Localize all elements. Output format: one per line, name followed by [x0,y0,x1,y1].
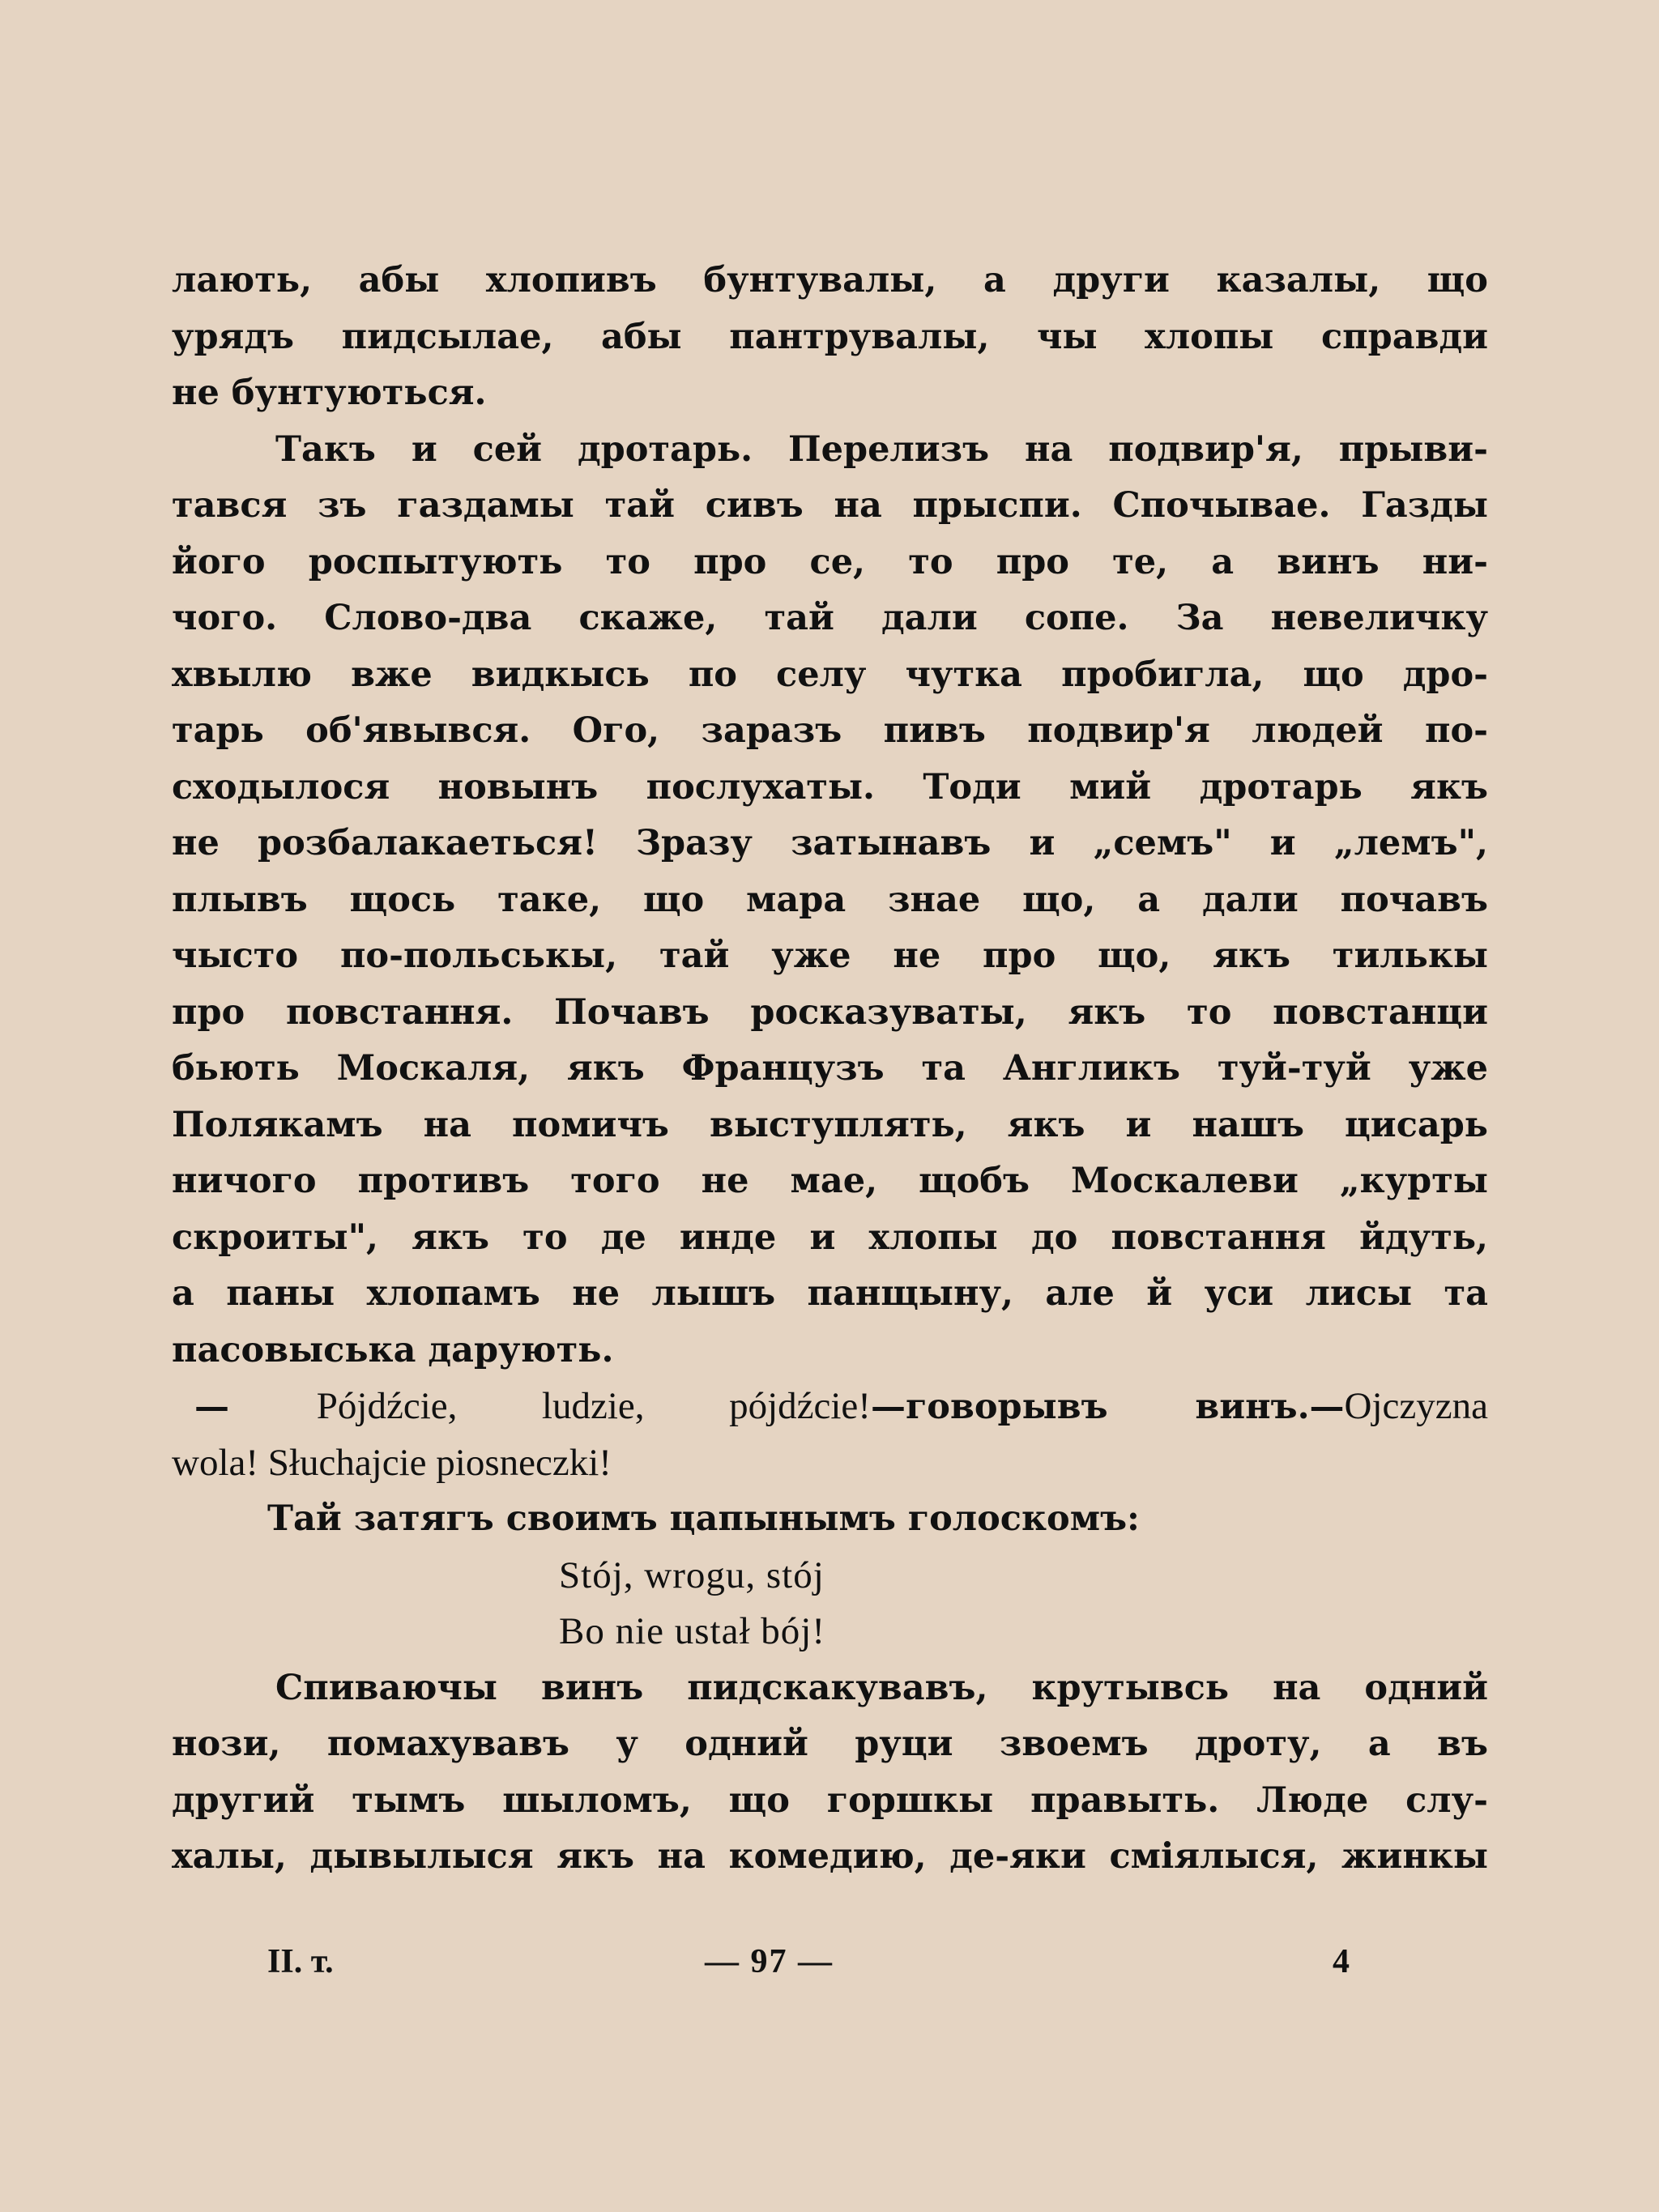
text-line: пасовыська дарують. [172,1329,614,1370]
page-footer [0,1942,1659,1991]
text-line: скроиты", якъ то де инде и хлопы до повстання йдуть, [172,1217,1488,1258]
text-line: нози, помахувавъ у одний руци звоемъ дроту, а въ [172,1724,1488,1764]
text-line: другий тымъ шыломъ, що горшкы правыть. Люде слу- [172,1779,1488,1821]
text-line: плывъ щось таке, що мара знае що, а дали почавъ [172,879,1488,920]
text-line: бьють Москаля, якъ Французъ та Англикъ туй-туй уже [172,1048,1488,1089]
text-line: чого. Слово-два скаже, тай дали сопе. За невеличку [172,598,1488,638]
signature-mark: II. т. [267,1943,334,1980]
main-text [172,253,1488,1886]
text-line: не розбалакаеться! Зразу затынавъ и „семъ" и „лемъ", [172,823,1488,863]
text-line: хвылю вже видкысь по селу чутка пробигла, що дро- [172,654,1488,695]
text-line: не бунтуються. [172,373,487,413]
dialogue-polish-2: Ojczyzna [1344,1385,1488,1427]
text-line: Спиваючы винъ пидскакувавъ, крутывсь на одний [275,1667,1488,1708]
dialogue-line-2: wola! Słuchajcie piosneczki! [172,1441,612,1484]
text-line: Такъ и сей дротарь. Перелизъ на подвир'я, прыви- [275,428,1488,470]
dialogue-line [172,1379,1488,1435]
text-line: про повстання. Почавъ росказуваты, якъ то повстанци [172,991,1488,1033]
text-line: а паны хлопамъ не лышъ панщыну, але й уси лисы та [172,1273,1488,1314]
text-line: Полякамъ на помичъ выступлять, якъ и нашъ цисарь [172,1104,1488,1145]
song-intro: Тай затягъ своимъ цапынымъ голоскомъ: [267,1498,1140,1539]
dialogue-dash: — [194,1387,229,1427]
verse-line: Bo nie ustał bój! [559,1610,825,1652]
text-line: тався зъ газдамы тай сивъ на прыспи. Спочывае. Газды [172,485,1488,526]
text-line: тарь об'явывся. Ого, заразъ пивъ подвир'я людей по- [172,710,1488,751]
text-line: сходылося новынъ послухаты. Тоди мий дротарь якъ [172,766,1488,808]
text-line: ничого противъ того не мае, щобъ Москалеви „курты [172,1161,1488,1201]
text-line: халы, дывылыся якъ на комедию, де-яки сміялыся, жинкы [172,1836,1488,1877]
dialogue-attribution: —говорывъ винъ.— [870,1387,1345,1427]
text-line: урядъ пидсылае, абы пантрувалы, чы хлопы справди [172,316,1488,357]
text-line: його роспытують то про се, то про те, а винъ ни- [172,541,1488,582]
text-line: лають, абы хлопивъ бунтувалы, а други казалы, що [172,260,1488,300]
sheet-number: 4 [1333,1943,1350,1980]
page-number: — 97 — [705,1943,834,1980]
text-line: чысто по-польськы, тай уже не про що, якъ тилькы [172,936,1488,976]
dialogue-polish: Pójdźcie, ludzie, pójdźcie! [316,1385,871,1427]
verse-line: Stój, wrogu, stój [559,1554,825,1596]
